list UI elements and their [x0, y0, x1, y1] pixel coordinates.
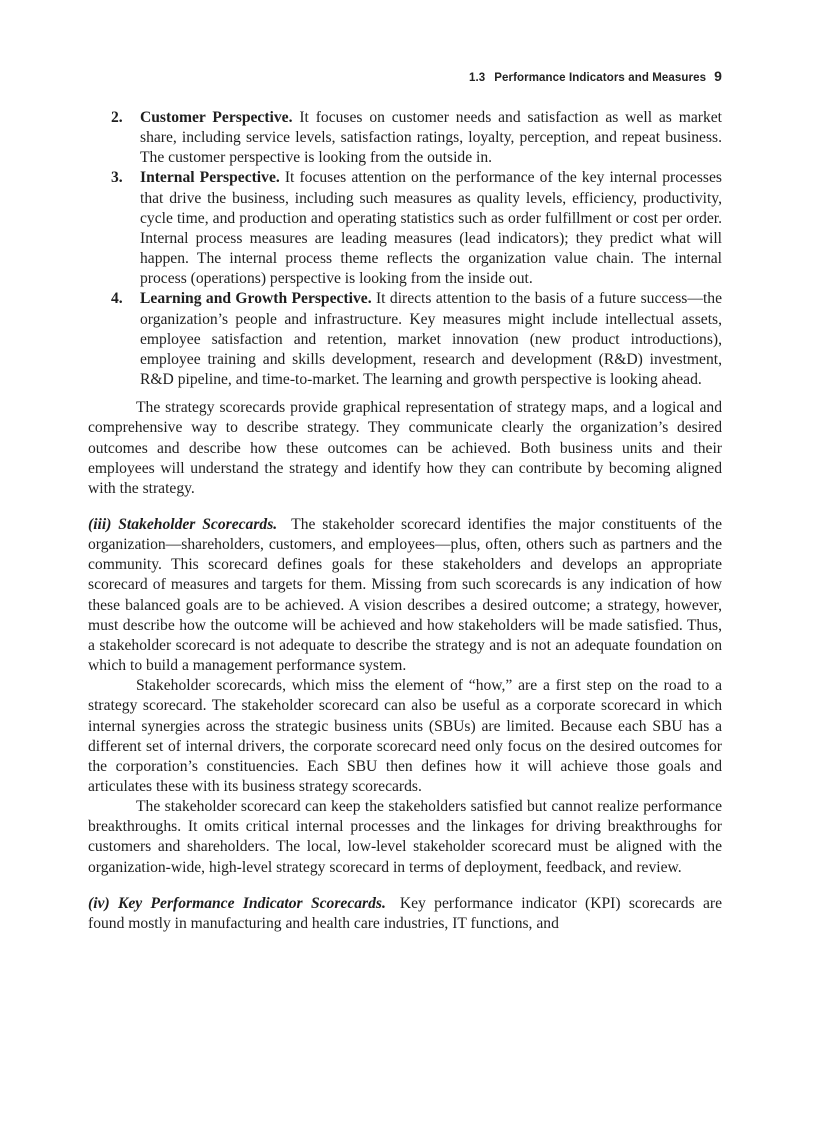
paragraph-strategy-summary: The strategy scorecards provide graphical representation of strategy maps, and a logical and comprehensive way to describe strategy. They communicate clearly the organization’s desired outcomes and describe how these outcomes can be achieved. Both business units and their employees will understand the strategy and identify how they can contribute by becoming aligned with the strategy.: [88, 399, 722, 497]
list-text: It focuses on customer needs and satisfaction as well as market share, including service levels, satisfaction ratings, loyalty, perception, and repeat business. The customer perspective is looking from the outside in.: [140, 109, 722, 167]
subsection-heading-stakeholder: (iii) Stakeholder Scorecards.: [88, 515, 278, 533]
page-number: 9: [714, 68, 722, 84]
running-head: [469, 68, 722, 84]
list-text: It directs attention to the basis of a future success—the organization’s people and infrastructure. Key measures might include intellectual assets, employee satisfaction and retention, market innovation (new product introductions), employee training and skills development, research and development (R&D) investment, R&D pipeline, and time-to-market. The learning and growth perspective is looking ahead.: [140, 290, 722, 389]
section-number: 1.3: [468, 72, 486, 84]
list-number: 4.: [111, 290, 123, 308]
list-heading: Internal Perspective.: [140, 169, 280, 187]
subsection-heading-kpi: (iv) Key Performance Indicator Scorecards.: [88, 894, 386, 912]
paragraph-text: Key performance indicator (KPI) scorecards are found mostly in manufacturing and health care industries, IT functions, and: [88, 894, 722, 932]
section-title: Performance Indicators and Measures: [494, 72, 707, 84]
list-number: 3.: [111, 169, 123, 187]
paragraph-stakeholder-scorecards: [88, 515, 722, 676]
list-item-learning-growth-perspective: [88, 289, 722, 390]
paragraph-text: The stakeholder scorecard identifies the major constituents of the organization—shareholders, customers, and employees—plus, often, others such as partners and the community. This scorecard defines goals for these stakeholders and develops an appropriate scorecard of measures and targets for them. Missing from such scorecards is any indication of how these balanced goals are to be achieved. A vision describes a desired outcome; a strategy, however, must describe how the outcome will be achieved and how stakeholders will be made satisfied. Thus, a stakeholder scorecard is not adequate to describe the strategy and is not an adequate foundation on which to build a management performance system.: [88, 515, 722, 675]
list-heading: Learning and Growth Perspective.: [140, 290, 372, 308]
body-text: [88, 108, 722, 934]
list-item-customer-perspective: [88, 108, 722, 168]
paragraph-kpi-scorecards: [88, 894, 722, 934]
list-heading: Customer Perspective.: [140, 109, 293, 126]
paragraph-stakeholder-3: The stakeholder scorecard can keep the stakeholders satisfied but cannot realize performance breakthroughs. It omits critical internal processes and the linkages for driving breakthroughs for customers and shareholders. The local, low-level stakeholder scorecard must be aligned with the organization-wide, high-level strategy scorecard in terms of deployment, feedback, and review.: [88, 798, 722, 876]
list-number: 2.: [111, 109, 123, 126]
list-text: It focuses attention on the performance of the key internal processes that drive the business, including such measures as quality levels, efficiency, productivity, cycle time, and production and operating statistics such as order fulfillment or cost per order. Internal process measures are leading measures (lead indicators); they predict what will happen. The internal process theme reflects the organization value chain. The internal process (operations) perspective is looking from the inside out.: [140, 169, 722, 288]
list-item-internal-perspective: [88, 168, 722, 289]
paragraph-stakeholder-2: Stakeholder scorecards, which miss the element of “how,” are a first step on the road to a strategy scorecard. The stakeholder scorecard can also be useful as a corporate scorecard in which internal synergies across the strategic business units (SBUs) are limited. Because each SBU has a different set of internal drivers, the corporate scorecard need only focus on the desired outcomes for the corporation’s constituencies. Each SBU then defines how it will achieve those goals and articulates these with its business strategy scorecards.: [88, 677, 722, 795]
